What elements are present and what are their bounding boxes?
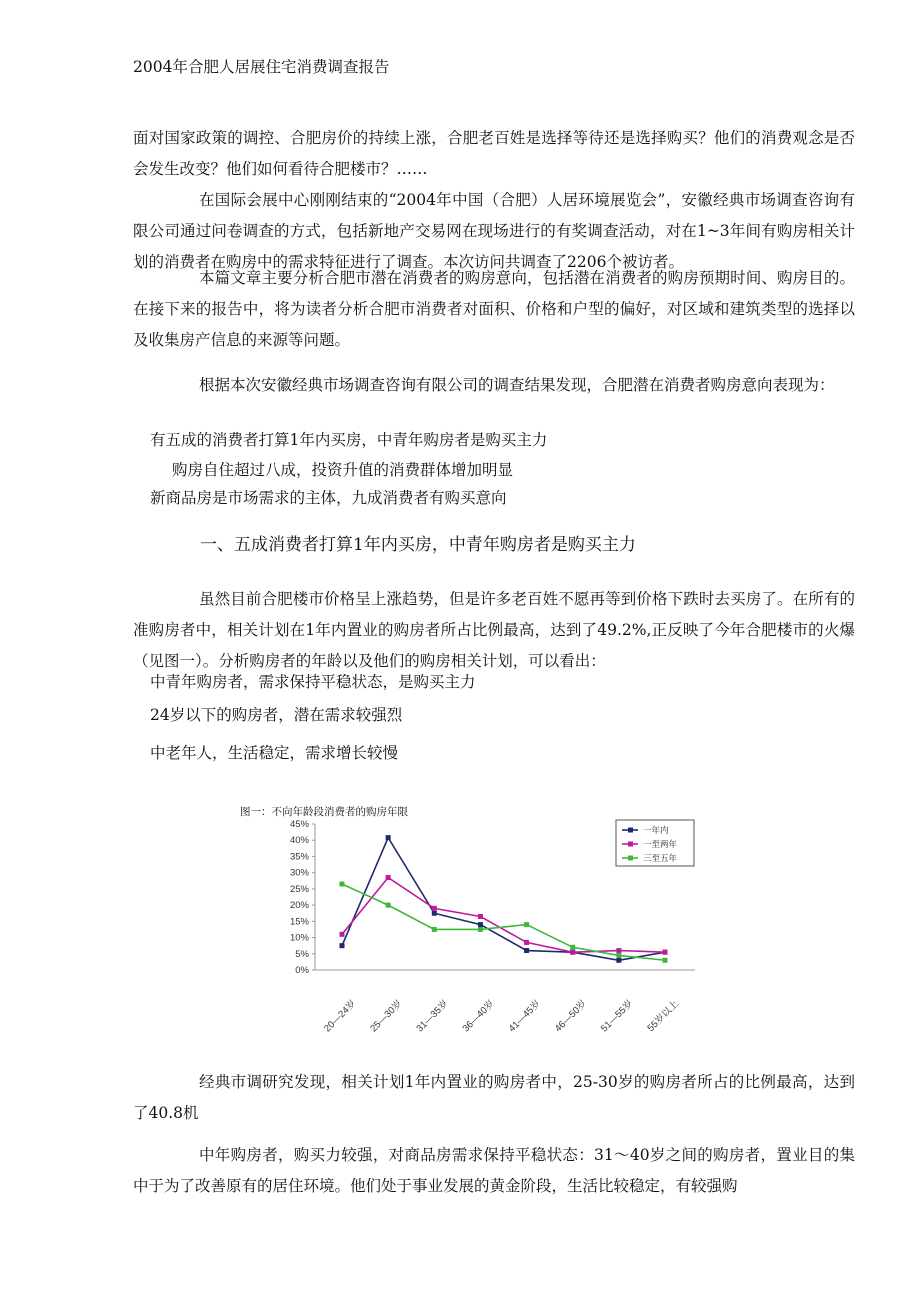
legend-marker — [628, 842, 633, 847]
data-point — [663, 958, 668, 963]
x-tick-label: 31—35岁 — [414, 998, 451, 1035]
y-tick-label: 30% — [289, 867, 309, 879]
data-point — [524, 940, 529, 945]
data-point — [432, 906, 437, 911]
data-point — [616, 958, 621, 963]
age-purchase-chart — [240, 800, 710, 1040]
point-3: 中老年人，生活稳定，需求增长较慢 — [150, 744, 399, 762]
y-tick-label: 0% — [295, 965, 309, 976]
series-line-一至两年 — [342, 878, 665, 953]
after-chart-paragraph-1: 经典市调研究发现，相关计划1年内置业的购房者中，25-30岁的购房者所占的比例最高，达到了40.8机 — [133, 1073, 855, 1122]
intro-paragraph-1: 面对国家政策的调控、合肥房价的持续上涨，合肥老百姓是选择等待还是选择购买？他们的消费观念是否会发生改变？他们如何看待合肥楼市？…… — [133, 129, 855, 178]
intro-paragraph-2: 在国际会展中心刚刚结束的“2004年中国（合肥）人居环境展览会”，安徽经典市场调查咨询有限公司通过问卷调查的方式，包括新地产交易网在现场进行的有奖调查活动，对在1~3年间有购房相关计划的消费者在购房中的需求特征进行了调查。本次访问共调查了2206个被访者。 — [133, 191, 855, 271]
legend-label: 一年内 — [643, 825, 669, 835]
data-point — [478, 927, 483, 932]
y-tick-label: 10% — [289, 932, 309, 944]
data-point — [432, 927, 437, 932]
y-tick-label: 5% — [295, 948, 309, 960]
y-tick-label: 45% — [289, 819, 309, 830]
point-2: 24岁以下的购房者，潜在需求较强烈 — [150, 706, 403, 724]
legend-marker — [628, 828, 633, 833]
finding-3: 新商品房是市场需求的主体，九成消费者有购买意向 — [150, 489, 507, 507]
data-point — [616, 948, 621, 953]
intro-paragraph-4: 根据本次安徽经典市场调查咨询有限公司的调查结果发现，合肥潜在消费者购房意向表现为： — [199, 376, 835, 394]
data-point — [340, 943, 345, 948]
data-point — [478, 914, 483, 919]
data-point — [570, 945, 575, 950]
data-point — [386, 875, 391, 880]
data-point — [340, 932, 345, 937]
y-tick-label: 40% — [289, 835, 309, 847]
chart-svg — [240, 800, 710, 1040]
data-point — [524, 948, 529, 953]
legend-marker — [628, 856, 633, 861]
data-point — [524, 922, 529, 927]
intro-paragraph-3: 本篇文章主要分析合肥市潜在消费者的购房意向，包括潜在消费者的购房预期时间、购房目的。在接下来的报告中，将为读者分析合肥市消费者对面积、价格和户型的偏好，对区域和建筑类型的选择以及收集房产信息的来源等问题。 — [133, 269, 855, 349]
data-point — [432, 911, 437, 916]
y-tick-label: 15% — [289, 916, 309, 928]
chart-title: 图一：不向年龄段消费者的购房年限 — [240, 806, 408, 818]
x-tick-label: 25—30岁 — [368, 998, 405, 1035]
x-tick-label: 55岁以上 — [645, 998, 681, 1034]
x-tick-label: 36—40岁 — [460, 998, 497, 1035]
x-tick-label: 46—50岁 — [552, 998, 590, 1035]
page-title: 2004年合肥人居展住宅消费调查报告 — [133, 58, 390, 76]
data-point — [663, 950, 668, 955]
legend-label: 三至五年 — [643, 853, 678, 863]
point-1: 中青年购房者，需求保持平稳状态，是购买主力 — [150, 673, 476, 691]
y-tick-label: 35% — [289, 851, 309, 863]
legend-label: 一至两年 — [643, 839, 678, 849]
x-tick-label: 41—45岁 — [506, 998, 543, 1035]
data-point — [340, 882, 345, 887]
y-tick-label: 25% — [289, 883, 309, 895]
data-point — [386, 835, 391, 840]
data-point — [570, 950, 575, 955]
data-point — [616, 953, 621, 958]
data-point — [386, 903, 391, 908]
x-tick-label: 51—55岁 — [599, 998, 636, 1035]
data-point — [478, 922, 483, 927]
x-tick-label: 20—24岁 — [322, 998, 359, 1035]
section-paragraph: 虽然目前合肥楼市价格呈上涨趋势，但是许多老百姓不愿再等到价格下跌时去买房了。在所有的准购房者中，相关计划在1年内置业的购房者所占比例最高，达到了49.2%,正反映了今年合肥楼市的火爆（见图一）。分析购房者的年龄以及他们的购房相关计划，可以看出： — [133, 590, 855, 670]
finding-2: 购房自住超过八成，投资升值的消费群体增加明显 — [172, 461, 514, 479]
after-chart-paragraph-2: 中年购房者，购买力较强，对商品房需求保持平稳状态：31～40岁之间的购房者，置业目的集中于为了改善原有的居住环境。他们处于事业发展的黄金阶段，生活比较稳定，有较强购 — [133, 1146, 855, 1195]
y-tick-label: 20% — [289, 900, 309, 912]
finding-1: 有五成的消费者打算1年内买房，中青年购房者是购买主力 — [150, 431, 548, 449]
section-heading: 一、五成消费者打算1年内买房，中青年购房者是购买主力 — [200, 535, 636, 555]
